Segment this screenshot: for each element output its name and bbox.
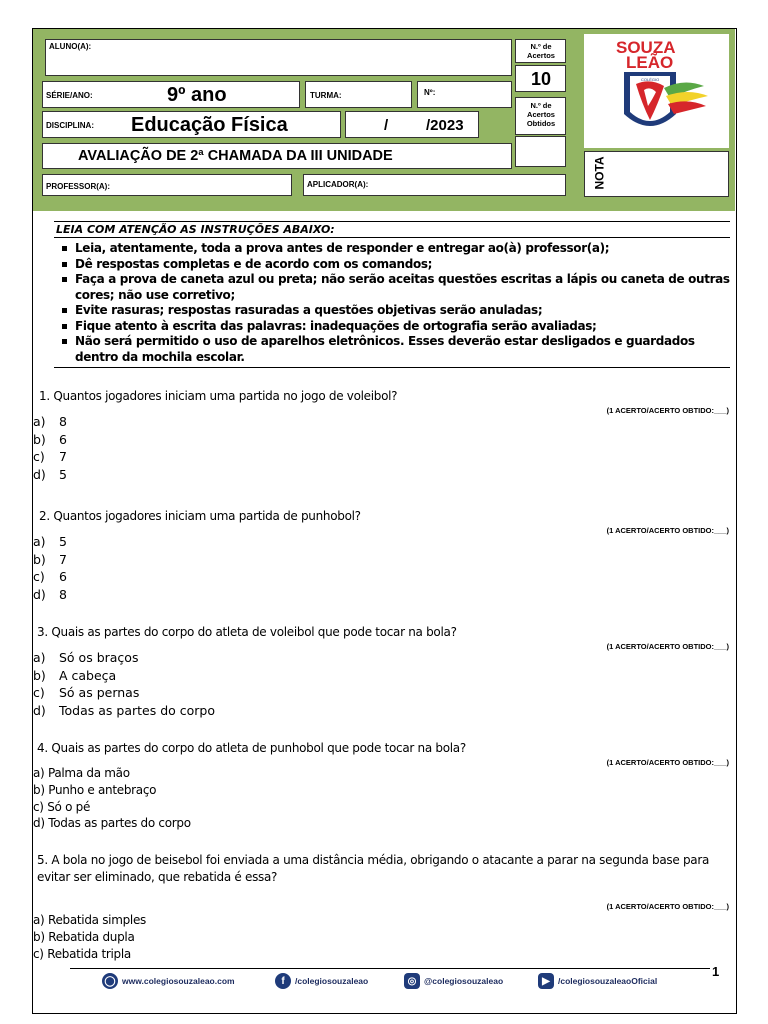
- question-text: 3. Quais as partes do corpo do atleta de voleibol que pode tocar na bola?: [37, 625, 457, 639]
- header-panel: [33, 29, 735, 211]
- option-key: a): [33, 414, 46, 429]
- option[interactable]: [33, 684, 733, 702]
- question-3: [33, 625, 733, 719]
- option[interactable]: [33, 533, 733, 551]
- instructions-divider: [54, 367, 730, 368]
- option-key: c): [33, 569, 45, 584]
- option-key: b): [33, 551, 46, 567]
- option-key: d): [33, 466, 46, 482]
- date-year: /2023: [426, 117, 464, 134]
- option-text: Todas as partes do corpo: [59, 702, 215, 718]
- option-text: 7: [59, 449, 67, 464]
- option-key: c): [33, 685, 45, 700]
- nota-label: NOTA: [592, 156, 607, 190]
- option-text: Só as pernas: [59, 685, 140, 700]
- footer-facebook-text: /colegiosouzaleao: [295, 976, 369, 986]
- options-list: [33, 413, 733, 483]
- option-key: d): [33, 702, 46, 718]
- score-field[interactable]: (1 ACERTO/ACERTO OBTIDO:___): [606, 406, 729, 415]
- score-field[interactable]: (1 ACERTO/ACERTO OBTIDO:___): [606, 758, 729, 767]
- option[interactable]: [33, 448, 733, 466]
- option-text: 6: [59, 569, 67, 584]
- instruction-item: Evite rasuras; respostas rasuradas a questões objetivas serão anuladas;: [61, 303, 730, 319]
- option-text: 8: [59, 586, 67, 602]
- turma-field[interactable]: [305, 81, 412, 108]
- acertos-box: [515, 39, 566, 63]
- instruction-item: Não será permitido o uso de aparelhos eletrônicos. Esses deverão estar desligados e guardados dentro da mochila escolar.: [61, 334, 730, 365]
- question-text: 1. Quantos jogadores iniciam uma partida no jogo de voleibol?: [39, 389, 398, 403]
- question-5: [33, 852, 733, 962]
- footer-youtube-text: /colegiosouzaleaoOficial: [558, 976, 658, 986]
- score-field[interactable]: (1 ACERTO/ACERTO OBTIDO:___): [606, 526, 729, 535]
- instruction-item: Fique atento à escrita das palavras: inadequações de ortografia serão avaliadas;: [61, 319, 730, 335]
- exam-title: AVALIAÇÃO DE 2ª CHAMADA DA III UNIDADE: [78, 148, 393, 164]
- instruction-item: Dê respostas completas e de acordo com os comandos;: [61, 257, 730, 273]
- disciplina-field: [42, 111, 341, 138]
- footer-instagram[interactable]: [404, 973, 503, 989]
- option[interactable]: a) Rebatida simples: [33, 913, 146, 927]
- option-key: c): [33, 449, 45, 464]
- question-text: 4. Quais as partes do corpo do atleta de punhobol que pode tocar na bola?: [37, 741, 466, 755]
- option-key: b): [33, 431, 46, 447]
- instructions-title: LEIA COM ATENÇÃO AS INSTRUÇÕES ABAIXO:: [54, 221, 730, 238]
- option[interactable]: c) Só o pé: [33, 799, 91, 814]
- option-text: 5: [59, 534, 67, 549]
- option[interactable]: b) Rebatida dupla: [33, 929, 135, 944]
- logo-text-colegio: COLÉGIO: [641, 77, 660, 82]
- acertos-value: 10: [531, 69, 552, 89]
- serie-value: 9º ano: [167, 84, 227, 106]
- option[interactable]: [33, 551, 733, 569]
- aplicador-field[interactable]: [303, 174, 566, 196]
- options-list: [33, 765, 733, 832]
- exam-sheet: [32, 28, 737, 1014]
- instructions-list: [54, 241, 730, 365]
- instructions-block: [54, 221, 730, 368]
- option-key: d): [33, 586, 46, 602]
- options-list: [33, 912, 733, 962]
- option[interactable]: b) Punho e antebraço: [33, 782, 157, 797]
- option[interactable]: d) Todas as partes do corpo: [33, 816, 191, 831]
- page-number: 1: [712, 964, 720, 979]
- numero-field[interactable]: [417, 81, 512, 108]
- footer: [70, 968, 710, 992]
- footer-website-text: www.colegiosouzaleao.com: [122, 976, 235, 986]
- nota-box[interactable]: [584, 151, 729, 197]
- instagram-icon: ◎: [404, 973, 420, 989]
- option[interactable]: [33, 413, 733, 431]
- acertos-label: N.º de Acertos: [527, 42, 555, 60]
- option-text: 8: [59, 414, 67, 429]
- option[interactable]: [33, 649, 733, 667]
- option[interactable]: c) Rebatida tripla: [33, 946, 131, 961]
- exam-title-box: [42, 143, 512, 169]
- professor-label: PROFESSOR(A):: [46, 182, 110, 191]
- obtidos-label: N.º de Acertos Obtidos: [526, 101, 556, 128]
- score-field[interactable]: (1 ACERTO/ACERTO OBTIDO:___): [606, 642, 729, 651]
- instruction-item: Leia, atentamente, toda a prova antes de responder e entregar ao(à) professor(a);: [61, 241, 730, 257]
- option-text: 6: [59, 431, 67, 447]
- question-4: [33, 741, 733, 832]
- disciplina-label: DISCIPLINA:: [46, 121, 94, 130]
- logo-text-leao: LEÃO: [626, 53, 674, 72]
- date-slash: /: [384, 117, 389, 134]
- date-field[interactable]: [345, 111, 479, 138]
- option[interactable]: [33, 568, 733, 586]
- option[interactable]: [33, 431, 733, 449]
- disciplina-value: Educação Física: [131, 114, 288, 136]
- options-list: [33, 649, 733, 719]
- globe-icon: ◯: [102, 973, 118, 989]
- question-text: 2. Quantos jogadores iniciam uma partida de punhobol?: [39, 509, 361, 523]
- facebook-icon: f: [275, 973, 291, 989]
- option-text: Só os braços: [59, 650, 139, 665]
- footer-instagram-text: @colegiosouzaleao: [424, 976, 504, 986]
- numero-label: Nº:: [424, 88, 436, 97]
- aluno-field[interactable]: [45, 39, 512, 76]
- footer-website[interactable]: [102, 973, 235, 989]
- option[interactable]: [33, 586, 733, 604]
- question-text: 5. A bola no jogo de beisebol foi enviada a uma distância média, obrigando o atacante a parar na segunda base para evitar ser eliminado, que rebatida é essa?: [37, 853, 710, 884]
- aluno-label: ALUNO(A):: [49, 42, 92, 51]
- turma-label: TURMA:: [310, 91, 342, 100]
- option[interactable]: [33, 466, 733, 484]
- instruction-item: Faça a prova de caneta azul ou preta; não serão aceitas questões escritas a lápis ou caneta de outras cores; não use corretivo;: [61, 272, 730, 303]
- obtidos-value-box[interactable]: [515, 136, 566, 167]
- professor-field[interactable]: [42, 174, 292, 196]
- question-2: [33, 509, 733, 603]
- option-key: a): [33, 650, 46, 665]
- option-key: a): [33, 534, 46, 549]
- option-text: 7: [59, 551, 67, 567]
- serie-field: [42, 81, 300, 108]
- score-field[interactable]: (1 ACERTO/ACERTO OBTIDO:___): [606, 902, 729, 911]
- footer-facebook[interactable]: [275, 973, 368, 989]
- serie-label: SÉRIE/ANO:: [46, 91, 93, 100]
- options-list: [33, 533, 733, 603]
- logo-text-souza: SOUZA: [616, 38, 676, 57]
- option-key: b): [33, 667, 46, 683]
- option-text: 5: [59, 466, 67, 482]
- option[interactable]: a) Palma da mão: [33, 766, 130, 780]
- option[interactable]: [33, 702, 733, 720]
- obtidos-box: [515, 97, 566, 135]
- aplicador-label: APLICADOR(A):: [307, 180, 369, 189]
- option[interactable]: [33, 667, 733, 685]
- acertos-value-box: [515, 65, 566, 92]
- school-logo: [584, 34, 729, 148]
- youtube-icon: ▶: [538, 973, 554, 989]
- option-text: A cabeça: [59, 667, 117, 683]
- question-1: [33, 389, 733, 483]
- footer-youtube[interactable]: [538, 973, 657, 989]
- logo-box: [584, 34, 729, 148]
